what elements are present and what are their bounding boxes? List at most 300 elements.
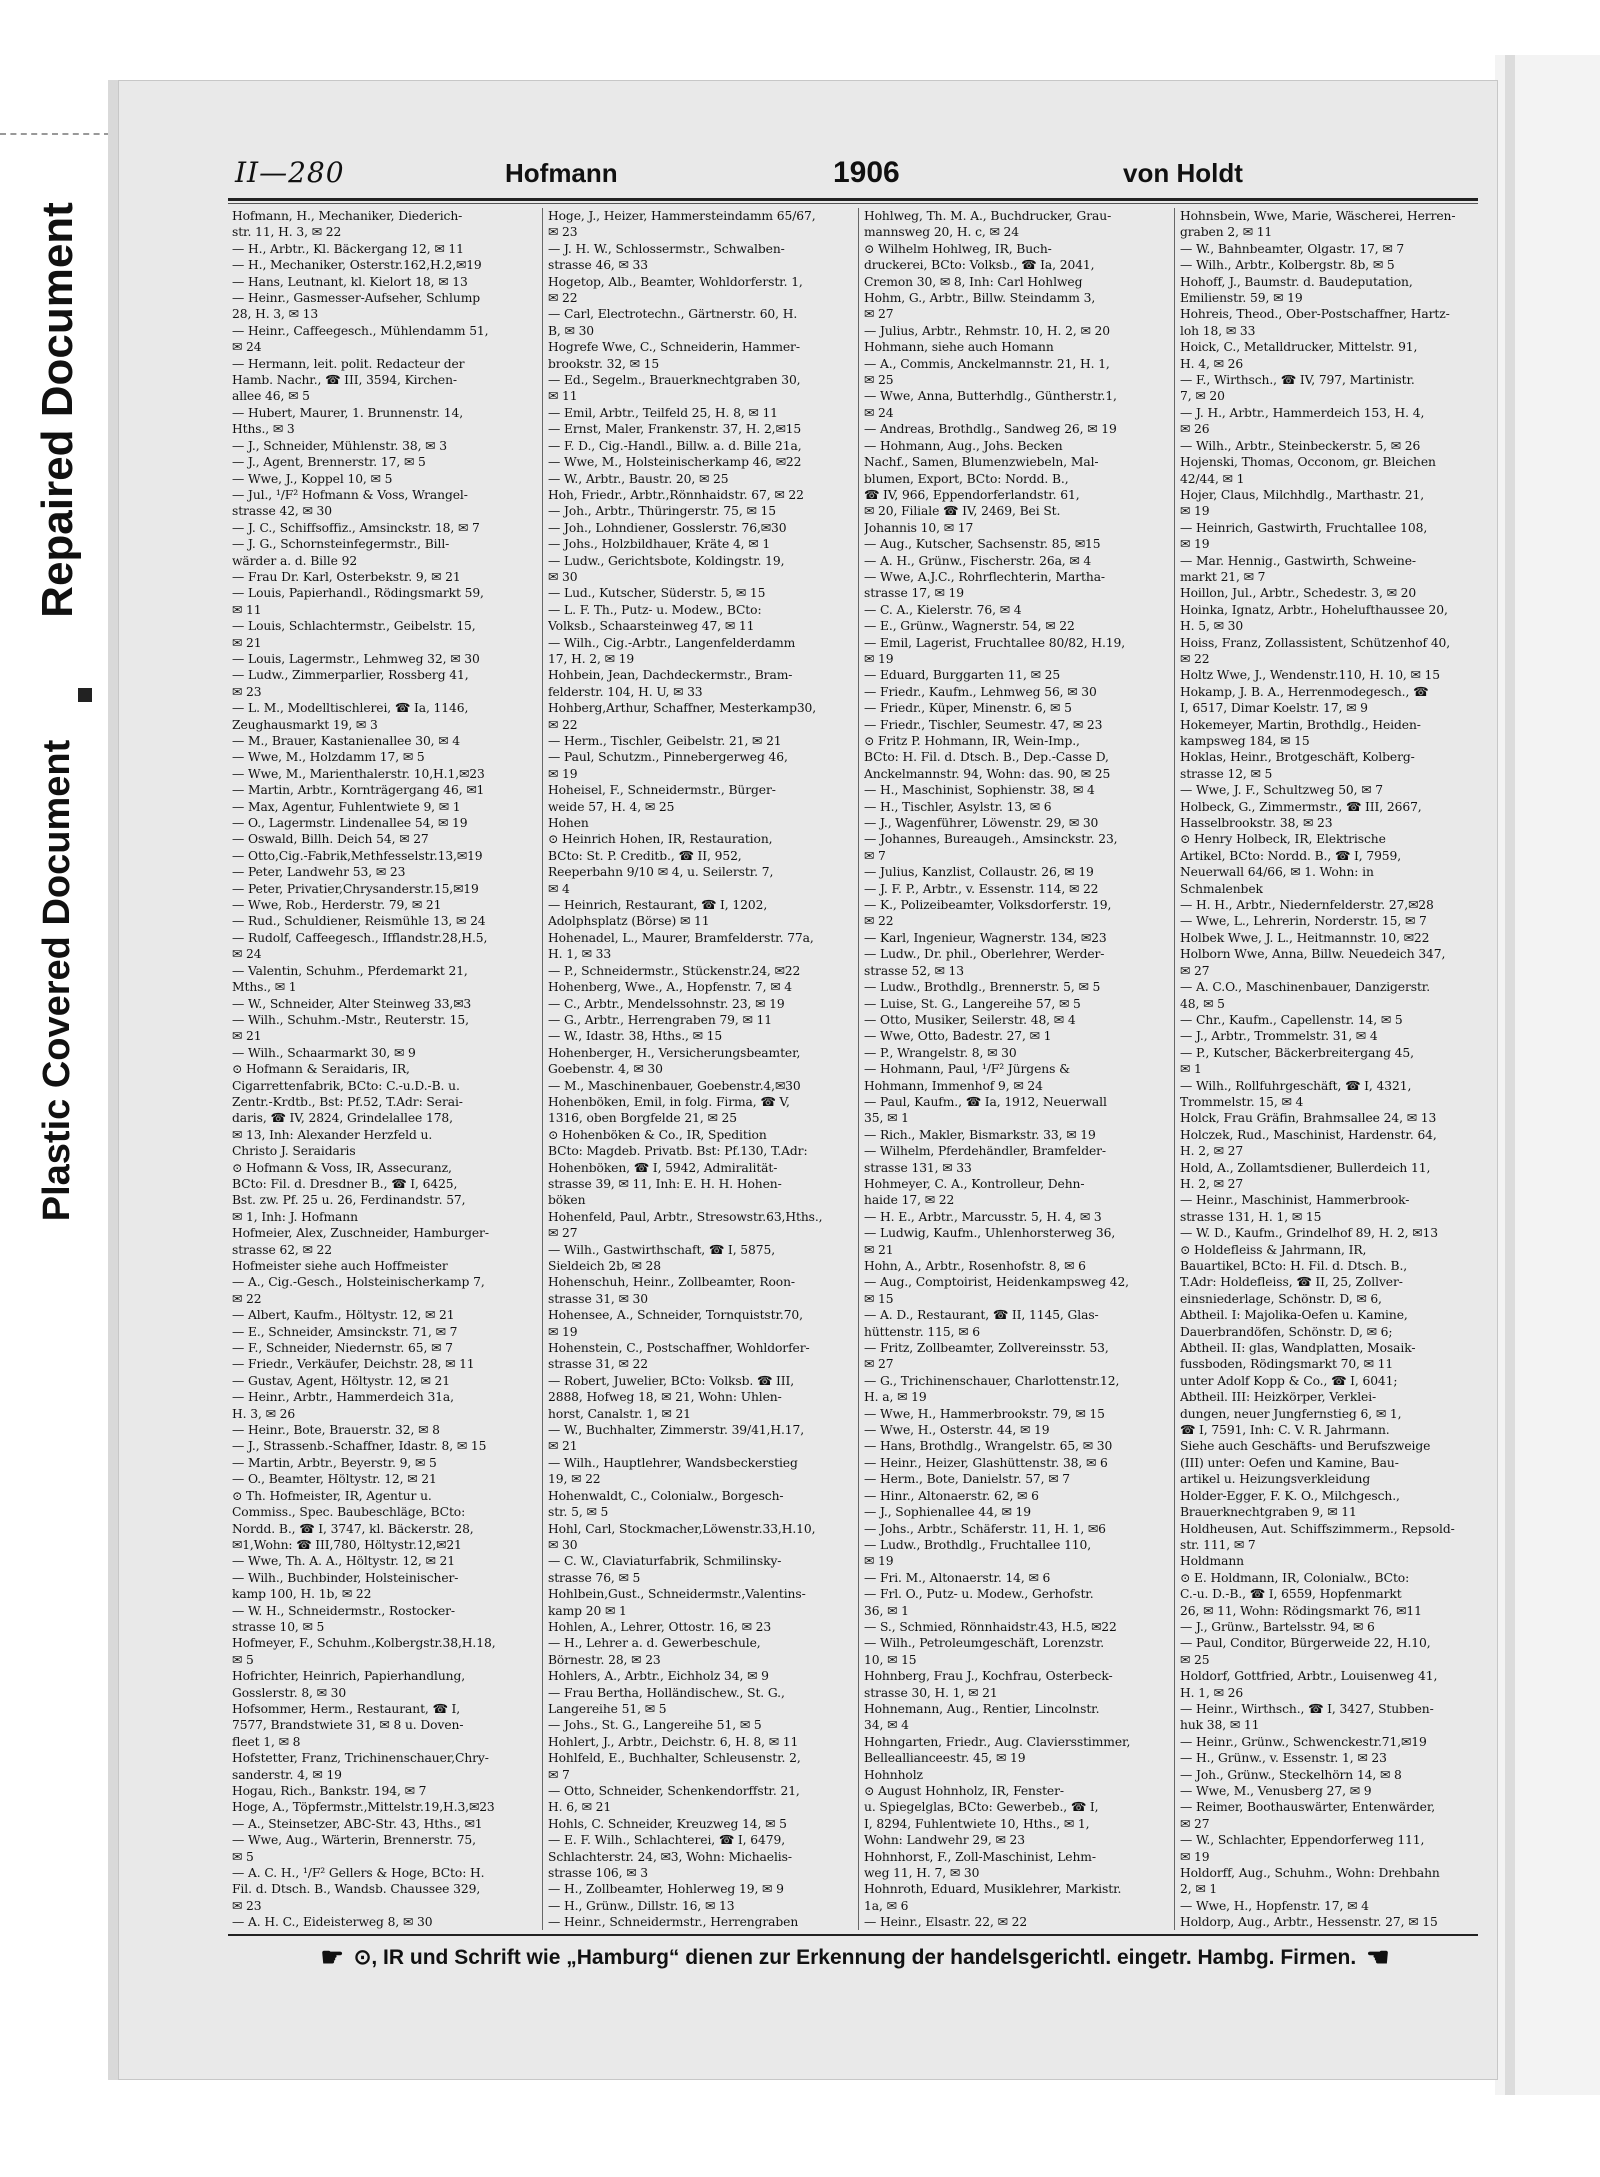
- directory-entry-line: Hoklas, Heinr., Brotgeschäft, Kolberg-: [1180, 750, 1415, 765]
- directory-entry-line: Hokemeyer, Martin, Brothdlg., Heiden-: [1180, 717, 1421, 732]
- directory-entry-line: — Ludwig, Kaufm., Uhlenhorsterweg 36,: [864, 1226, 1116, 1241]
- directory-entry-line: Hold, A., Zollamtsdiener, Bullerdeich 11,: [1180, 1160, 1431, 1175]
- directory-entry-line: — H., Grünw., v. Essenstr. 1, ✉ 23: [1180, 1751, 1387, 1766]
- directory-entry-line: — Wwe, J. F., Schultzweg 50, ✉ 7: [1180, 783, 1383, 798]
- directory-entry-line: — Ludw., Gerichtsbote, Koldingstr. 19,: [548, 553, 785, 568]
- directory-entry-line: Hohlen, A., Lehrer, Ottostr. 16, ✉ 23: [548, 1619, 772, 1634]
- directory-entry-line: weg 11, H. 7, ✉ 30: [864, 1866, 980, 1881]
- directory-entry-line: ✉ 30: [548, 569, 578, 584]
- directory-entry-line: — Louis, Lagermstr., Lehmweg 32, ✉ 30: [232, 651, 480, 666]
- directory-entry-line: 1a, ✉ 6: [864, 1898, 909, 1913]
- directory-entry-line: Hohmann, Immenhof 9, ✉ 24: [864, 1078, 1043, 1093]
- directory-entry-line: — Wwe, Otto, Badestr. 27, ✉ 1: [864, 1029, 1052, 1044]
- directory-entry-line: Schmalenbek: [1180, 881, 1263, 896]
- directory-entry-line: — H. H., Arbtr., Niedernfelderstr. 27,✉28: [1180, 898, 1434, 913]
- directory-entry-line: — Wilh., Schaarmarkt 30, ✉ 9: [232, 1045, 416, 1060]
- directory-entry-line: ✉ 25: [1180, 1652, 1210, 1667]
- directory-entry-line: — Wilh., Cig.-Arbtr., Langenfelderdamm: [548, 635, 796, 650]
- directory-entry-line: — Heinr., Gasmesser-Aufseher, Schlump: [232, 291, 481, 306]
- directory-entry-line: Hohngarten, Friedr., Aug. Claviersstimmer,: [864, 1734, 1131, 1749]
- directory-entry-line: — Ludw., Brothdlg., Fruchtallee 110,: [864, 1537, 1092, 1552]
- directory-entry-line: ✉ 19: [1180, 537, 1210, 552]
- directory-entry-line: — A. H., Grünw., Fischerstr. 26a, ✉ 4: [864, 553, 1092, 568]
- directory-entry-line: — O., Beamter, Höltystr. 12, ✉ 21: [232, 1472, 437, 1487]
- directory-entry-line: Hofstetter, Franz, Trichinenschauer,Chry-: [232, 1751, 489, 1766]
- directory-entry-line: Artikel, BCto: Nordd. B., ☎ I, 7959,: [1180, 848, 1402, 863]
- directory-entry-line: — W., Schneider, Alter Steinweg 33,✉3: [232, 996, 472, 1011]
- directory-entry-line: str. 5, ✉ 5: [548, 1505, 609, 1520]
- directory-entry-line: — H., Lehrer a. d. Gewerbeschule,: [548, 1636, 761, 1651]
- directory-entry-line: H. 3, ✉ 26: [232, 1406, 296, 1421]
- directory-entry-line: ⊙ Henry Holbeck, IR, Elektrische: [1180, 832, 1386, 847]
- directory-entry-line: Hogetop, Alb., Beamter, Wohldorferstr. 1,: [548, 274, 803, 289]
- directory-entry-line: — Valentin, Schuhm., Pferdemarkt 21,: [232, 963, 468, 978]
- directory-entry-line: Commiss., Spec. Baubeschläge, BCto:: [232, 1505, 466, 1520]
- directory-entry-line: — Wilh., Arbtr., Kolbergstr. 8b, ✉ 5: [1180, 258, 1395, 273]
- directory-entry-line: ✉ 27: [1180, 1816, 1210, 1831]
- directory-entry-line: strasse 62, ✉ 22: [232, 1242, 332, 1257]
- header-rule: [228, 198, 1478, 201]
- directory-entry-line: ✉ 24: [864, 405, 894, 420]
- directory-entry-line: — M., Maschinenbauer, Goebenstr.4,✉30: [548, 1078, 801, 1093]
- directory-entry-line: Langereihe 51, ✉ 5: [548, 1701, 667, 1716]
- directory-entry-line: BCto: Magdeb. Privatb. Bst: Pf.130, T.Adr:: [548, 1144, 808, 1159]
- directory-entry-line: ✉ 1, Inh: J. Hofmann: [232, 1209, 358, 1224]
- directory-entry-line: Hohlweg, Th. M. A., Buchdrucker, Grau-: [864, 209, 1112, 223]
- directory-entry-line: — Heinrich, Gastwirth, Fruchtallee 108,: [1180, 520, 1428, 535]
- directory-entry-line: — Otto, Musiker, Seilerstr. 48, ✉ 4: [864, 1012, 1076, 1027]
- directory-entry-line: hüttenstr. 115, ✉ 6: [864, 1324, 980, 1339]
- directory-entry-line: Holborn Wwe, Anna, Billw. Neuedeich 347,: [1180, 947, 1446, 962]
- directory-entry-line: — Paul, Conditor, Bürgerweide 22, H.10,: [1180, 1636, 1431, 1651]
- directory-entry-line: — Wwe, H., Osterstr. 44, ✉ 19: [864, 1423, 1050, 1438]
- directory-entry-line: — A., Cig.-Gesch., Holsteinischerkamp 7,: [232, 1275, 485, 1290]
- directory-entry-line: ✉ 24: [232, 947, 262, 962]
- header-first-entry: Hofmann: [505, 158, 618, 188]
- directory-entry-line: H. 2, ✉ 27: [1180, 1176, 1244, 1191]
- directory-entry-line: böken: [548, 1193, 586, 1208]
- directory-entry-line: strasse 46, ✉ 33: [548, 258, 648, 273]
- directory-entry-line: — Heinr., Arbtr., Hammerdeich 31a,: [232, 1390, 454, 1405]
- directory-entry-line: Hohreis, Theod., Ober-Postschaffner, Hartz-: [1180, 307, 1450, 322]
- directory-entry-line: Hohnberg, Frau J., Kochfrau, Osterbeck-: [864, 1669, 1113, 1684]
- directory-entry-line: mannsweg 20, H. c, ✉ 24: [864, 225, 1019, 240]
- directory-entry-line: — Herm., Tischler, Geibelstr. 21, ✉ 21: [548, 734, 782, 748]
- directory-entry-line: Schlachterstr. 24, ✉3, Wohn: Michaelis-: [548, 1849, 792, 1864]
- directory-entry-line: — Lud., Kutscher, Süderstr. 5, ✉ 15: [548, 586, 766, 601]
- directory-entry-line: Reeperbahn 9/10 ✉ 4, u. Seilerstr. 7,: [548, 865, 774, 880]
- directory-entry-line: ✉ 7: [548, 1767, 570, 1782]
- directory-entry-line: — Heinr., Grünw., Schwenckestr.71,✉19: [1180, 1734, 1427, 1749]
- directory-entry-line: — Hans, Brothdlg., Wrangelstr. 65, ✉ 30: [864, 1439, 1113, 1454]
- directory-entry-line: wärder a. d. Bille 92: [232, 553, 358, 568]
- directory-entry-line: Hohen: [548, 816, 589, 831]
- directory-entry-line: Hoick, C., Metalldrucker, Mittelstr. 91,: [1180, 340, 1418, 355]
- directory-entry-line: — E., Schneider, Amsinckstr. 71, ✉ 7: [232, 1324, 458, 1339]
- directory-entry-line: ⊙ August Hohnholz, IR, Fenster-: [864, 1784, 1064, 1798]
- directory-entry-line: ✉1,Wohn: ☎ III,780, Höltystr.12,✉21: [232, 1537, 462, 1552]
- directory-entry-line: ⊙ Hohenböken & Co., IR, Spedition: [548, 1127, 767, 1142]
- directory-entry-line: — Martin, Arbtr., Kornträgergang 46, ✉1: [232, 783, 485, 798]
- directory-entry-line: brookstr. 32, ✉ 15: [548, 356, 660, 371]
- directory-entry-line: — Friedr., Verkäufer, Deichstr. 28, ✉ 11: [232, 1357, 475, 1372]
- directory-entry-line: — J., Strassenb.-Schaffner, Idastr. 8, ✉ 15: [232, 1439, 487, 1454]
- directory-entry-line: ✉ 22: [548, 291, 578, 306]
- directory-entry-line: str. 11, H. 3, ✉ 22: [232, 225, 342, 240]
- directory-entry-line: — H., Zollbeamter, Hohlerweg 19, ✉ 9: [548, 1882, 784, 1897]
- directory-entry-line: Hohlers, A., Arbtr., Eichholz 34, ✉ 9: [548, 1669, 769, 1684]
- directory-entry-line: Hohenadel, L., Maurer, Bramfelderstr. 77a,: [548, 930, 814, 945]
- directory-entry-line: — H., Maschinist, Sophienstr. 38, ✉ 4: [864, 783, 1095, 798]
- directory-entry-line: — P., Kutscher, Bäckerbreitergang 45,: [1180, 1045, 1414, 1060]
- directory-entry-line: — Otto, Schneider, Schenkendorffstr. 21,: [548, 1784, 800, 1798]
- directory-entry-line: Hohensee, A., Schneider, Tornquiststr.70,: [548, 1308, 803, 1323]
- directory-entry-line: — J., Schneider, Mühlenstr. 38, ✉ 3: [232, 438, 447, 453]
- directory-entry-line: — Robert, Juwelier, BCto: Volksb. ☎ III,: [548, 1373, 795, 1388]
- directory-entry-line: — Joh., Lohndiener, Gosslerstr. 76,✉30: [548, 520, 787, 535]
- directory-entry-line: — Emil, Lagerist, Fruchtallee 80/82, H.19,: [864, 635, 1126, 650]
- directory-entry-line: — P., Schneidermstr., Stückenstr.24, ✉22: [548, 963, 801, 978]
- column-divider: [858, 208, 859, 1930]
- directory-entry-line: ✉ 11: [548, 389, 578, 404]
- directory-entry-line: kampsweg 184, ✉ 15: [1180, 734, 1310, 748]
- directory-entry-line: — Hans, Leutnant, kl. Kielort 18, ✉ 13: [232, 274, 468, 289]
- directory-entry-line: — Hohmann, Paul, ¹/F² Jürgens &: [864, 1062, 1070, 1077]
- directory-entry-line: — Ernst, Maler, Frankenstr. 37, H. 2,✉15: [548, 422, 802, 437]
- directory-entry-line: strasse 31, ✉ 22: [548, 1357, 648, 1372]
- directory-entry-line: ✉ 13, Inh: Alexander Herzfeld u.: [232, 1127, 433, 1142]
- directory-entry-line: — L. F. Th., Putz- u. Modew., BCto:: [548, 602, 762, 617]
- directory-entry-line: allee 46, ✉ 5: [232, 389, 310, 404]
- directory-entry-line: — Wwe, J., Koppel 10, ✉ 5: [232, 471, 393, 486]
- directory-entry-line: Hoheisel, F., Schneidermstr., Bürger-: [548, 783, 776, 798]
- directory-entry-line: ✉ 15: [864, 1291, 894, 1306]
- directory-entry-line: H. 5, ✉ 30: [1180, 619, 1244, 634]
- directory-columns: [232, 208, 1480, 1930]
- directory-entry-line: — Friedr., Tischler, Seumestr. 47, ✉ 23: [864, 717, 1103, 732]
- directory-entry-line: Hohlbein,Gust., Schneidermstr.,Valentins-: [548, 1587, 806, 1602]
- directory-entry-line: — A., Commis, Anckelmannstr. 21, H. 1,: [864, 356, 1110, 371]
- directory-entry-line: — Peter, Landwehr 53, ✉ 23: [232, 865, 406, 880]
- directory-entry-line: — P., Wrangelstr. 8, ✉ 30: [864, 1045, 1017, 1060]
- directory-entry-line: — W., Bahnbeamter, Olgastr. 17, ✉ 7: [1180, 241, 1405, 256]
- directory-entry-line: Hohberg,Arthur, Schaffner, Mesterkamp30,: [548, 701, 817, 716]
- directory-entry-line: — W., Arbtr., Baustr. 20, ✉ 25: [548, 471, 729, 486]
- directory-entry-line: strasse 39, ✉ 11, Inh: E. H. H. Hohen-: [548, 1176, 782, 1191]
- directory-entry-line: ✉ 19: [1180, 1849, 1210, 1864]
- directory-column-2: [548, 208, 854, 1930]
- directory-entry-line: — A. C. H., ¹/F² Gellers & Hoge, BCto: H.: [232, 1866, 485, 1881]
- directory-entry-line: BCto: H. Fil. d. Dtsch. B., Dep.-Casse D,: [864, 750, 1109, 765]
- directory-entry-line: Hofmeister siehe auch Hoffmeister: [232, 1259, 448, 1273]
- directory-entry-line: ☎ I, 7591, Inh: C. V. R. Jahrmann.: [1180, 1423, 1390, 1438]
- directory-entry-line: ✉ 19: [864, 1554, 894, 1569]
- directory-entry-line: — Johs., Arbtr., Schäferstr. 11, H. 1, ✉6: [864, 1521, 1106, 1536]
- page-edge: [1495, 55, 1600, 2095]
- directory-entry-line: felderstr. 104, H. U, ✉ 33: [548, 684, 703, 699]
- directory-entry-line: 28, H. 3, ✉ 13: [232, 307, 319, 322]
- directory-entry-line: ✉ 19: [548, 766, 578, 781]
- directory-entry-line: — Wilh., Schuhm.-Mstr., Reuterstr. 15,: [232, 1012, 469, 1027]
- directory-entry-line: — Joh., Grünw., Steckelhörn 14, ✉ 8: [1180, 1767, 1402, 1782]
- directory-entry-line: ✉ 23: [548, 225, 578, 240]
- directory-entry-line: Hoge, A., Töpfermstr.,Mittelstr.19,H.3,✉23: [232, 1800, 495, 1815]
- directory-entry-line: Holck, Frau Gräfin, Brahmsallee 24, ✉ 13: [1180, 1111, 1437, 1126]
- directory-entry-line: — J. H., Arbtr., Hammerdeich 153, H. 4,: [1180, 405, 1425, 420]
- directory-entry-line: ✉ 27: [864, 1357, 894, 1372]
- directory-entry-line: — Julius, Arbtr., Rehmstr. 10, H. 2, ✉ 20: [864, 323, 1110, 338]
- directory-entry-line: Hohmann, siehe auch Homann: [864, 340, 1054, 355]
- directory-column-3: [864, 208, 1170, 1930]
- directory-entry-line: — Wwe, M., Holsteinischerkamp 46, ✉22: [548, 455, 802, 470]
- directory-entry-line: Zeughausmarkt 19, ✉ 3: [232, 717, 378, 732]
- pointing-hand-right-icon: ☛: [320, 1941, 344, 1972]
- directory-entry-line: — Wwe, M., Marienthalerstr. 10,H.1,✉23: [232, 766, 485, 781]
- directory-entry-line: Hohenstein, C., Postschaffner, Wohldorfer-: [548, 1341, 810, 1356]
- directory-entry-line: H. 1, ✉ 33: [548, 947, 612, 962]
- directory-entry-line: — Aug., Kutscher, Sachsenstr. 85, ✉15: [864, 537, 1101, 552]
- directory-entry-line: ✉ 19: [864, 651, 894, 666]
- directory-entry-line: Cremon 30, ✉ 8, Inh: Carl Hohlweg: [864, 274, 1083, 289]
- directory-entry-line: — M., Brauer, Kastanienallee 30, ✉ 4: [232, 734, 461, 748]
- directory-entry-line: — W., Buchhalter, Zimmerstr. 39/41,H.17,: [548, 1423, 805, 1438]
- directory-entry-line: — Rud., Schuldiener, Reismühle 13, ✉ 24: [232, 914, 486, 929]
- directory-entry-line: Belleallianceestr. 45, ✉ 19: [864, 1751, 1026, 1766]
- directory-entry-line: Abtheil. I: Majolika-Oefen u. Kamine,: [1180, 1308, 1408, 1323]
- directory-entry-line: — Luise, St. G., Langereihe 57, ✉ 5: [864, 996, 1081, 1011]
- directory-entry-line: — J. F. P., Arbtr., v. Essenstr. 114, ✉ 22: [864, 881, 1099, 896]
- directory-entry-line: — Ed., Segelm., Brauerknechtgraben 30,: [548, 373, 801, 388]
- directory-entry-line: Emilienstr. 59, ✉ 19: [1180, 291, 1303, 306]
- directory-entry-line: — G., Trichinenschauer, Charlottenstr.12,: [864, 1373, 1120, 1388]
- directory-entry-line: — Wwe, Th. A. A., Höltystr. 12, ✉ 21: [232, 1554, 455, 1569]
- directory-entry-line: — A. C.O., Maschinenbauer, Danzigerstr.: [1180, 980, 1431, 995]
- directory-entry-line: ✉ 19: [1180, 504, 1210, 519]
- directory-entry-line: — Johs., Holzbildhauer, Kräte 4, ✉ 1: [548, 537, 771, 552]
- directory-entry-line: Volksb., Schaarsteinweg 47, ✉ 11: [548, 619, 755, 634]
- directory-entry-line: Hohls, C. Schneider, Kreuzweg 14, ✉ 5: [548, 1816, 787, 1831]
- directory-entry-line: ⊙ Fritz P. Hohmann, IR, Wein-Imp.,: [864, 734, 1080, 748]
- directory-entry-line: — Wilh., Buchbinder, Holsteinischer-: [232, 1570, 459, 1585]
- directory-entry-line: H. 2, ✉ 27: [1180, 1144, 1244, 1159]
- directory-entry-line: fleet 1, ✉ 8: [232, 1734, 301, 1749]
- directory-entry-line: druckerei, BCto: Volksb., ☎ Ia, 2041,: [864, 258, 1095, 273]
- repaired-document-label: Repaired Document: [33, 202, 83, 618]
- directory-entry-line: H. a, ✉ 19: [864, 1390, 927, 1405]
- directory-entry-line: — Frau Dr. Karl, Osterbekstr. 9, ✉ 21: [232, 569, 461, 584]
- directory-entry-line: Hohmeyer, C. A., Kontrolleur, Dehn-: [864, 1176, 1085, 1191]
- directory-entry-line: — Heinr., Wirthsch., ☎ I, 3427, Stubben-: [1180, 1701, 1434, 1716]
- directory-entry-line: BCto: Fil. d. Dresdner B., ☎ I, 6425,: [232, 1176, 458, 1191]
- directory-entry-line: — H., Arbtr., Kl. Bäckergang 12, ✉ 11: [232, 241, 464, 256]
- directory-entry-line: — Wwe, L., Lehrerin, Norderstr. 15, ✉ 7: [1180, 914, 1427, 929]
- directory-entry-line: ✉ 21: [232, 635, 262, 650]
- column-divider: [1174, 208, 1175, 1930]
- directory-entry-line: — Wwe, M., Holzdamm 17, ✉ 5: [232, 750, 425, 765]
- footer-note: ⊙, IR und Schrift wie „Hamburg“ dienen zur Erkennung der handelsgerichtl. eingetr. Hambg. Firmen.: [353, 1945, 1357, 1969]
- directory-entry-line: — Rudolf, Caffeegesch., Ifflandstr.28,H.5,: [232, 930, 488, 945]
- directory-entry-line: Hoh, Friedr., Arbtr.,Rönnhaidstr. 67, ✉ 22: [548, 487, 804, 502]
- directory-entry-line: — Heinr., Heizer, Glashüttenstr. 38, ✉ 6: [864, 1455, 1108, 1470]
- directory-entry-line: loh 18, ✉ 33: [1180, 323, 1256, 338]
- directory-entry-line: sanderstr. 4, ✉ 19: [232, 1767, 342, 1782]
- directory-entry-line: — H., Mechaniker, Osterstr.162,H.2,✉19: [232, 258, 482, 273]
- directory-entry-line: ✉ 30: [548, 1537, 578, 1552]
- directory-entry-line: einsniederlage, Schönstr. D, ✉ 6,: [1180, 1291, 1382, 1306]
- directory-entry-line: — J. C., Schiffsoffiz., Amsinckstr. 18, ✉ 7: [232, 520, 480, 535]
- directory-entry-line: Johannis 10, ✉ 17: [864, 520, 974, 535]
- directory-entry-line: Bauartikel, BCto: H. Fil. d. Dtsch. B.,: [1180, 1259, 1408, 1273]
- directory-entry-line: blumen, Export, BCto: Nordd. B.,: [864, 471, 1069, 486]
- directory-entry-line: Hohbein, Jean, Dachdeckermstr., Bram-: [548, 668, 793, 683]
- directory-entry-line: Hoiss, Franz, Zollassistent, Schützenhof 40,: [1180, 635, 1451, 650]
- directory-entry-line: 1316, oben Borgfelde 21, ✉ 25: [548, 1111, 737, 1126]
- directory-entry-line: strasse 30, H. 1, ✉ 21: [864, 1685, 998, 1700]
- directory-entry-line: Adolphsplatz (Börse) ✉ 11: [548, 914, 710, 929]
- directory-entry-line: — Otto,Cig.-Fabrik,Methfesselstr.13,✉19: [232, 848, 483, 863]
- directory-entry-line: Hofmann, H., Mechaniker, Diederich-: [232, 209, 463, 223]
- directory-entry-line: — Jul., ¹/F² Hofmann & Voss, Wrangel-: [232, 487, 468, 502]
- page-header: [235, 156, 1475, 196]
- directory-entry-line: Holtz Wwe, J., Wendenstr.110, H. 10, ✉ 15: [1180, 668, 1440, 683]
- directory-entry-line: — Albert, Kaufm., Höltystr. 12, ✉ 21: [232, 1308, 455, 1323]
- directory-entry-line: — Wilh., Hauptlehrer, Wandsbeckerstieg: [548, 1455, 798, 1470]
- directory-entry-line: Hojer, Claus, Milchhdlg., Marthastr. 21,: [1180, 487, 1425, 502]
- directory-entry-line: ✉ 21: [232, 1029, 262, 1044]
- directory-entry-line: Hasselbrookstr. 38, ✉ 23: [1180, 816, 1333, 831]
- directory-entry-line: Holczek, Rud., Maschinist, Hardenstr. 64,: [1180, 1127, 1437, 1142]
- directory-entry-line: — Friedr., Küper, Minenstr. 6, ✉ 5: [864, 701, 1072, 716]
- directory-entry-line: — Hohmann, Aug., Johs. Becken: [864, 438, 1063, 453]
- directory-entry-line: — Julius, Kanzlist, Collaustr. 26, ✉ 19: [864, 865, 1094, 880]
- directory-entry-line: ⊙ Wilhelm Hohlweg, IR, Buch-: [864, 241, 1052, 256]
- directory-entry-line: — J., Arbtr., Trommelstr. 31, ✉ 4: [1180, 1029, 1378, 1044]
- directory-entry-line: — Johs., St. G., Langereihe 51, ✉ 5: [548, 1718, 762, 1733]
- directory-entry-line: — Karl, Ingenieur, Wagnerstr. 134, ✉23: [864, 930, 1107, 945]
- directory-entry-line: Zentr.-Krdtb., Bst: Pf.52, T.Adr: Serai-: [232, 1094, 463, 1109]
- directory-entry-line: — Johannes, Bureaugeh., Amsinckstr. 23,: [864, 832, 1118, 847]
- directory-entry-line: — Wilh., Petroleumgeschäft, Lorenzstr.: [864, 1636, 1105, 1651]
- directory-entry-line: Brauerknechtgraben 9, ✉ 11: [1180, 1505, 1357, 1520]
- directory-entry-line: Holdorf, Gottfried, Arbtr., Louisenweg 41,: [1180, 1669, 1438, 1684]
- directory-entry-line: — Hermann, leit. polit. Redacteur der: [232, 356, 465, 371]
- directory-entry-line: — S., Schmied, Rönnhaidstr.43, H.5, ✉22: [864, 1619, 1117, 1634]
- directory-entry-line: — Frau Bertha, Holländischew., St. G.,: [548, 1685, 785, 1700]
- directory-entry-line: Hohenböken, ☎ I, 5942, Admiralität-: [548, 1160, 778, 1175]
- directory-entry-line: — Fritz, Zollbeamter, Zollvereinsstr. 53,: [864, 1341, 1109, 1356]
- directory-entry-line: 34, ✉ 4: [864, 1718, 909, 1733]
- directory-entry-line: Hohl, Carl, Stockmacher,Löwenstr.33,H.10,: [548, 1521, 816, 1536]
- directory-entry-line: B, ✉ 30: [548, 323, 595, 338]
- directory-entry-line: Hofsommer, Herm., Restaurant, ☎ I,: [232, 1701, 461, 1716]
- pointing-hand-left-icon: ☚: [1366, 1941, 1390, 1972]
- directory-entry-line: ✉ 24: [232, 340, 262, 355]
- directory-entry-line: — Heinr., Elsastr. 22, ✉ 22: [864, 1915, 1028, 1930]
- directory-entry-line: ✉ 11: [232, 602, 262, 617]
- directory-entry-line: 42/44, ✉ 1: [1180, 471, 1245, 486]
- directory-entry-line: 7577, Brandstwiete 31, ✉ 8 u. Doven-: [232, 1718, 464, 1733]
- directory-entry-line: Hofmeyer, F., Schuhm.,Kolbergstr.38,H.18,: [232, 1636, 496, 1651]
- directory-column-4: [1180, 208, 1486, 1930]
- directory-entry-line: — Oswald, Billh. Deich 54, ✉ 27: [232, 832, 429, 847]
- directory-entry-line: — A. D., Restaurant, ☎ II, 1145, Glas-: [864, 1308, 1099, 1323]
- directory-entry-line: Holdheusen, Aut. Schiffszimmerm., Repsold-: [1180, 1521, 1455, 1536]
- directory-entry-line: ✉ 4: [548, 881, 570, 896]
- directory-entry-line: ✉ 5: [232, 1849, 254, 1864]
- directory-entry-line: Abtheil. II: glas, Wandplatten, Mosaik-: [1180, 1341, 1416, 1356]
- directory-entry-line: ✉ 22: [864, 914, 894, 929]
- directory-entry-line: I, 6517, Dimar Koelstr. 17, ✉ 9: [1180, 701, 1368, 716]
- directory-entry-line: ✉ 22: [1180, 651, 1210, 666]
- directory-entry-line: Holdorff, Aug., Schuhm., Wohn: Drehbahn: [1180, 1866, 1440, 1881]
- directory-entry-line: Anckelmannstr. 94, Wohn: das. 90, ✉ 25: [864, 766, 1111, 781]
- directory-entry-line: — G., Arbtr., Herrengraben 79, ✉ 11: [548, 1012, 772, 1027]
- scan-dashed-line: [0, 133, 110, 135]
- column-divider: [542, 208, 543, 1930]
- directory-entry-line: — Herm., Bote, Danielstr. 57, ✉ 7: [864, 1472, 1070, 1487]
- directory-entry-line: Christo J. Seraidaris: [232, 1144, 356, 1159]
- directory-entry-line: ✉ 5: [232, 1652, 254, 1667]
- directory-entry-line: strasse 10, ✉ 5: [232, 1619, 325, 1634]
- directory-entry-line: — Carl, Electrotechn., Gärtnerstr. 60, H.: [548, 307, 798, 322]
- directory-entry-line: — C. A., Kielerstr. 76, ✉ 4: [864, 602, 1022, 617]
- directory-entry-line: 17, H. 2, ✉ 19: [548, 651, 635, 666]
- directory-entry-line: — Frl. O., Putz- u. Modew., Gerhofstr.: [864, 1587, 1094, 1602]
- directory-entry-line: strasse 76, ✉ 5: [548, 1570, 641, 1585]
- directory-entry-line: Hohlert, J., Arbtr., Deichstr. 6, H. 8, ✉ 11: [548, 1734, 799, 1749]
- directory-entry-line: — Wwe, H., Hammerbrookstr. 79, ✉ 15: [864, 1406, 1105, 1421]
- directory-entry-line: Hohenwaldt, C., Colonialw., Borgesch-: [548, 1488, 784, 1503]
- directory-entry-line: Börnestr. 28, ✉ 23: [548, 1652, 661, 1667]
- directory-entry-line: — Wwe, M., Venusberg 27, ✉ 9: [1180, 1784, 1372, 1798]
- directory-entry-line: — Wilh., Gastwirthschaft, ☎ I, 5875,: [548, 1242, 776, 1257]
- directory-entry-line: kamp 20 ✉ 1: [548, 1603, 627, 1618]
- directory-entry-line: Hoinka, Ignatz, Arbtr., Hohelufthaussee 20,: [1180, 602, 1448, 617]
- directory-entry-line: Trommelstr. 15, ✉ 4: [1180, 1094, 1304, 1109]
- directory-entry-line: Hohenböken, Emil, in folg. Firma, ☎ V,: [548, 1094, 790, 1109]
- directory-entry-line: 35, ✉ 1: [864, 1111, 909, 1126]
- directory-entry-line: Hohnemann, Aug., Rentier, Lincolnstr.: [864, 1701, 1100, 1716]
- directory-entry-line: artikel u. Heizungsverkleidung: [1180, 1472, 1371, 1487]
- directory-entry-line: — W., Schlachter, Eppendorferweg 111,: [1180, 1833, 1425, 1848]
- directory-entry-line: — W., Idastr. 38, Hths., ✉ 15: [548, 1029, 723, 1044]
- directory-entry-line: strasse 131, H. 1, ✉ 15: [1180, 1209, 1322, 1224]
- directory-entry-line: strasse 42, ✉ 30: [232, 504, 332, 519]
- directory-column-1: [232, 208, 538, 1930]
- directory-entry-line: Hohn, A., Arbtr., Rosenhofstr. 8, ✉ 6: [864, 1259, 1086, 1273]
- directory-entry-line: Holdmann: [1180, 1554, 1244, 1569]
- directory-entry-line: — J. G., Schornsteinfegermstr., Bill-: [232, 537, 450, 552]
- directory-entry-line: C.-u. D.-B., ☎ I, 6559, Hopfenmarkt: [1180, 1587, 1402, 1602]
- directory-entry-line: Holder-Egger, F. K. O., Milchgesch.,: [1180, 1488, 1400, 1503]
- directory-entry-line: — Heinr., Schneidermstr., Herrengraben: [548, 1915, 799, 1930]
- directory-entry-line: — Andreas, Brothdlg., Sandweg 26, ✉ 19: [864, 422, 1117, 437]
- directory-entry-line: — Paul, Kaufm., ☎ Ia, 1912, Neuerwall: [864, 1094, 1107, 1109]
- directory-entry-line: — Heinr., Bote, Brauerstr. 32, ✉ 8: [232, 1423, 440, 1438]
- directory-entry-line: 10, ✉ 15: [864, 1652, 917, 1667]
- directory-entry-line: — Hinr., Altonaerstr. 62, ✉ 6: [864, 1488, 1039, 1503]
- directory-entry-line: T.Adr: Holdefleiss, ☎ II, 25, Zollver-: [1180, 1275, 1403, 1290]
- directory-entry-line: ✉ 25: [864, 373, 894, 388]
- directory-entry-line: ⊙ Th. Hofmeister, IR, Agentur u.: [232, 1488, 432, 1503]
- directory-entry-line: Hoillon, Jul., Arbtr., Schedestr. 3, ✉ 20: [1180, 586, 1417, 601]
- directory-entry-line: ✉ 27: [1180, 963, 1210, 978]
- directory-entry-line: — A. H. C., Eideisterweg 8, ✉ 30: [232, 1915, 433, 1930]
- directory-entry-line: — Wwe, A.J.C., Rohrflechterin, Martha-: [864, 569, 1105, 584]
- directory-entry-line: — H. E., Arbtr., Marcusstr. 5, H. 4, ✉ 3: [864, 1209, 1102, 1224]
- directory-entry-line: ✉ 23: [232, 1898, 262, 1913]
- directory-entry-line: — Paul, Schutzm., Pinnebergerweg 46,: [548, 750, 788, 765]
